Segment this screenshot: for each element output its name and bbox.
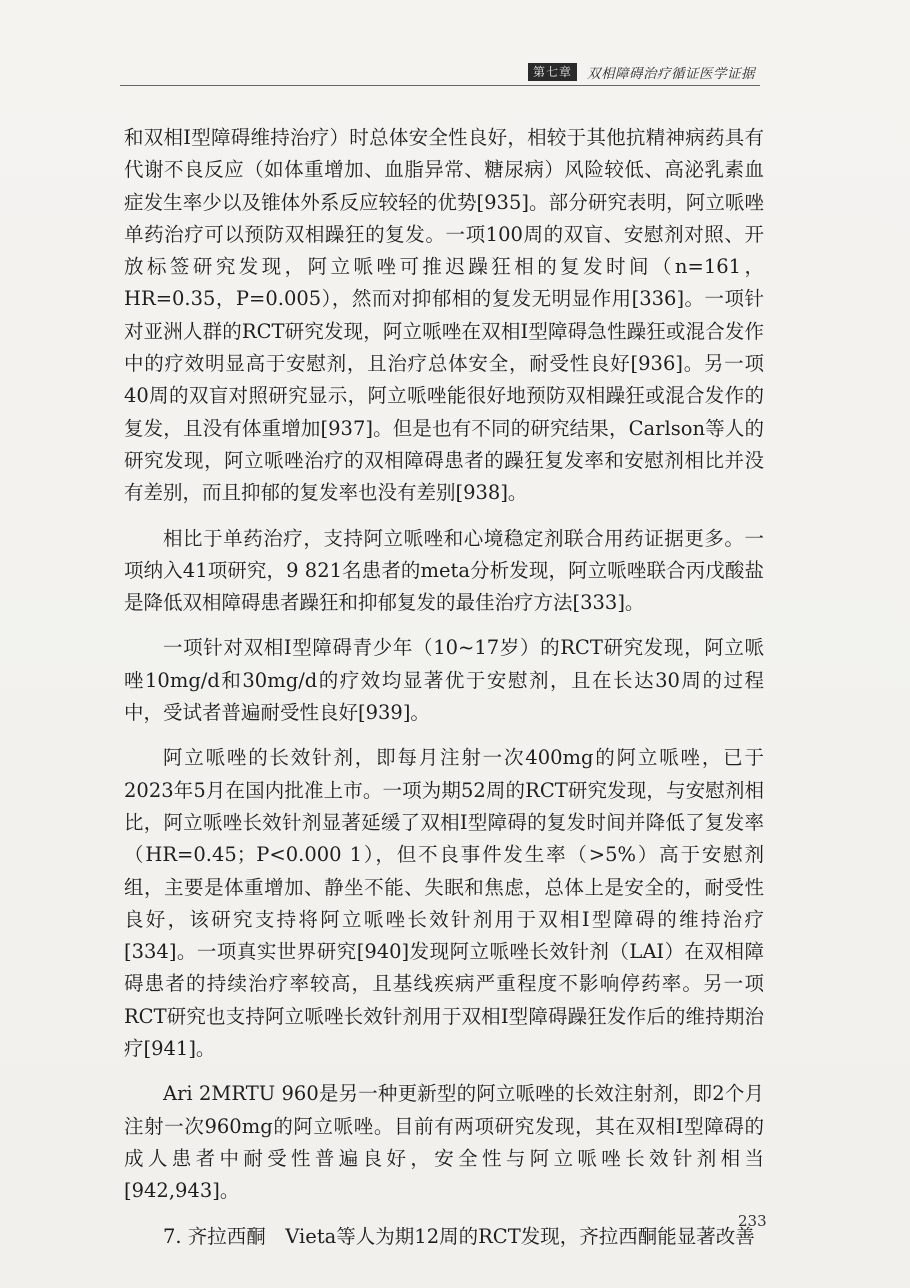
running-header — [528, 62, 755, 82]
paragraph-aripiprazole-overview: 和双相Ⅰ型障碍维持治疗）时总体安全性良好，相较于其他抗精神病药具有代谢不良反应（如体重增加、血脂异常、糖尿病）风险较低、高泌乳素血症发生率少以及锥体外系反应较轻的优势[935]。部分研究表明，阿立哌唑单药治疗可以预防双相躁狂的复发。一项100周的双盲、安慰剂对照、开放标签研究发现，阿立哌唑可推迟躁狂相的复发时间（n=161，HR=0.35，P=0.005），然而对抑郁相的复发无明显作用[336]。一项针对亚洲人群的RCT研究发现，阿立哌唑在双相Ⅰ型障碍急性躁狂或混合发作中的疗效明显高于安慰剂，且治疗总体安全，耐受性良好[936]。另一项40周的双盲对照研究显示，阿立哌唑能很好地预防双相躁狂或混合发作的复发，且没有体重增加[937]。但是也有不同的研究结果，Carlson等人的研究发现，阿立哌唑治疗的双相障碍患者的躁狂复发率和安慰剂相比并没有差别，而且抑郁的复发率也没有差别[938]。 — [124, 126, 764, 505]
chapter-badge: 第七章 — [528, 63, 577, 81]
paragraph-combination-therapy: 相比于单药治疗，支持阿立哌唑和心境稳定剂联合用药证据更多。一项纳入41项研究，9 821名患者的meta分析发现，阿立哌唑联合丙戊酸盐是降低双相障碍患者躁狂和抑郁复发的最佳治疗方法[333]。 — [124, 526, 764, 615]
paragraph-ari-2mrtu: Ari 2MRTU 960是另一种更新型的阿立哌唑的长效注射剂，即2个月注射一次960mg的阿立哌唑。目前有两项研究发现，其在双相Ⅰ型障碍的成人患者中耐受性普遍良好，安全性与阿立哌唑长效针剂相当[942,943]。 — [124, 1082, 764, 1203]
body-text — [124, 122, 764, 1253]
chapter-title: 双相障碍治疗循证医学证据 — [587, 66, 756, 82]
paragraph-long-acting-injection: 阿立哌唑的长效针剂，即每月注射一次400mg的阿立哌唑，已于2023年5月在国内批准上市。一项为期52周的RCT研究发现，与安慰剂相比，阿立哌唑长效针剂显著延缓了双相Ⅰ型障碍的复发时间并降低了复发率（HR=0.45；P<0.000 1），但不良事件发生率（>5%）高于安慰剂组，主要是体重增加、静坐不能、失眠和焦虑，总体上是安全的，耐受性良好，该研究支持将阿立哌唑长效针剂用于双相Ⅰ型障碍的维持治疗[334]。一项真实世界研究[940]发现阿立哌唑长效针剂（LAI）在双相障碍患者的持续治疗率较高，且基线疾病严重程度不影响停药率。另一项RCT研究也支持阿立哌唑长效针剂用于双相Ⅰ型障碍躁狂发作后的维持期治疗[941]。 — [124, 746, 764, 1061]
page-number: 233 — [738, 1212, 767, 1230]
paragraph-ziprasidone: 7. 齐拉西酮 Vieta等人为期12周的RCT发现，齐拉西酮能显著改善 — [163, 1224, 755, 1248]
paragraph-adolescent-study: 一项针对双相Ⅰ型障碍青少年（10~17岁）的RCT研究发现，阿立哌唑10mg/d和30mg/d的疗效均显著优于安慰剂，且在长达30周的过程中，受试者普遍耐受性良好[939]。 — [124, 636, 764, 725]
header-rule — [120, 85, 760, 86]
